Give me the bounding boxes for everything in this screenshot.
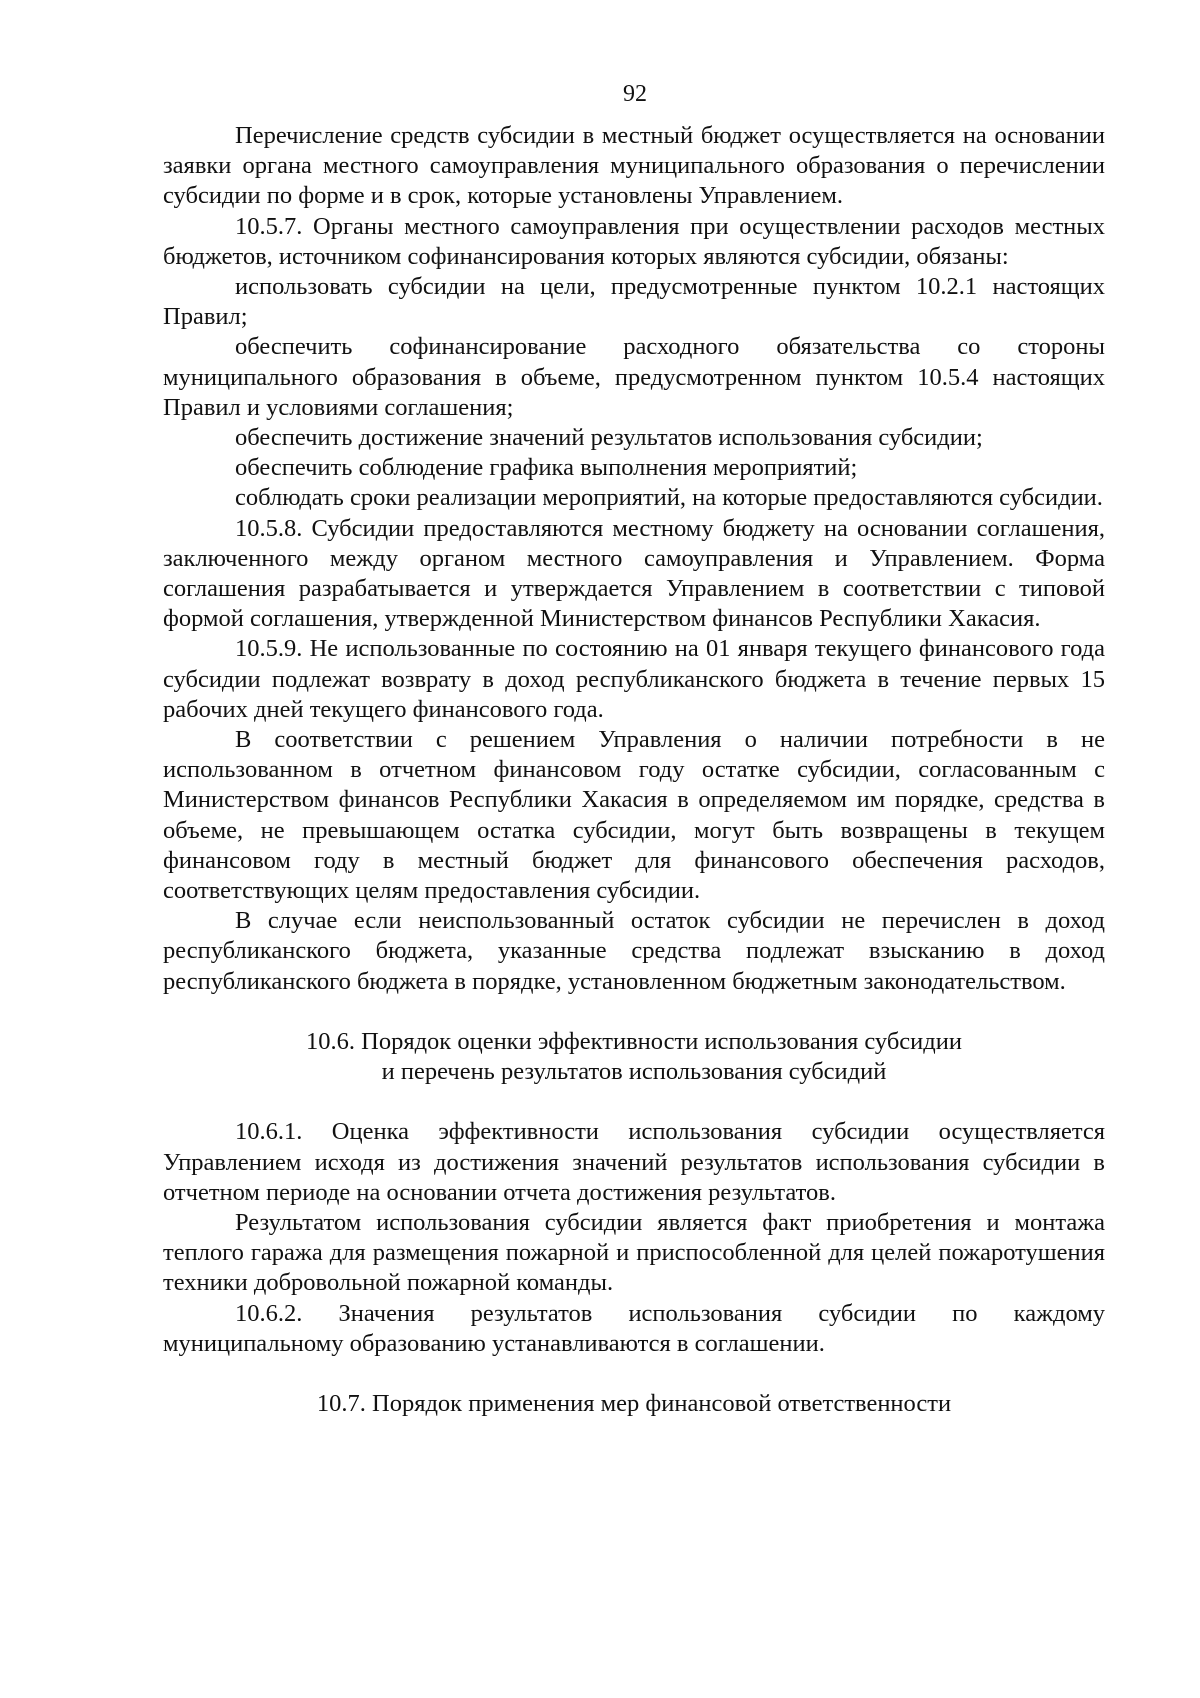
document-body (163, 121, 1105, 1419)
paragraph-10-5-9: 10.5.9. Не использованные по состоянию на 01 января текущего финансового года субсидии подлежат возврату в доход республиканского бюджета в течение первых 15 рабочих дней текущего финансового года. (163, 635, 1105, 723)
paragraph-subsidy-transfer: Перечисление средств субсидии в местный бюджет осуществляется на основании заявки органа местного самоуправления муниципального образования о перечислении субсидии по форме и в срок, которые установлены Управлением. (163, 122, 1105, 210)
paragraph-result-definition: Результатом использования субсидии является факт приобретения и монтажа теплого гаража для размещения пожарной и приспособленной для целей пожаротушения техники добровольной пожарной команды. (163, 1208, 1105, 1297)
paragraph-10-6-2: 10.6.2. Значения результатов использования субсидии по каждому муниципальному образованию устанавливаются в соглашении. (163, 1299, 1105, 1357)
paragraph-10-5-8: 10.5.8. Субсидии предоставляются местному бюджету на основании соглашения, заключенного между органом местного самоуправления и Управлением. Форма соглашения разрабатывается и утверждается Управлением в соответствии с типовой формой соглашения, утвержденной Министерством финансов Республики Хакасия. (163, 514, 1105, 633)
obligation-cofinancing: обеспечить софинансирование расходного обязательства со стороны муниципального образования в объеме, предусмотренном пунктом 10.5.4 настоящих Правил и условиями соглашения; (163, 333, 1105, 421)
section-heading-10-7 (163, 1389, 1105, 1419)
obligation-deadlines: соблюдать сроки реализации мероприятий, на которые предоставляются субсидии. (235, 484, 1103, 512)
obligation-use-for-purpose: использовать субсидии на цели, предусмотренные пунктом 10.2.1 настоящих Правил; (163, 273, 1105, 331)
obligation-schedule: обеспечить соблюдение графика выполнения мероприятий; (235, 454, 858, 482)
paragraph-10-5-7: 10.5.7. Органы местного самоуправления при осуществлении расходов местных бюджетов, источником софинансирования которых являются субсидии, обязаны: (163, 212, 1105, 270)
section-heading-10-6-line-2: и перечень результатов использования субсидий (381, 1058, 887, 1086)
section-heading-10-6-line-1: 10.6. Порядок оценки эффективности использования субсидии (306, 1027, 962, 1055)
paragraph-10-6-1: 10.6.1. Оценка эффективности использования субсидии осуществляется Управлением исходя из достижения значений результатов использования субсидии в отчетном периоде на основании отчета достижения результатов. (163, 1118, 1105, 1206)
page-number: 92 (623, 81, 647, 107)
paragraph-return-of-balance: В соответствии с решением Управления о наличии потребности в не использованном в отчетном финансовом году остатке субсидии, согласованным с Министерством финансов Республики Хакасия в определяемом им порядке, средства в объеме, не превышающем остатка субсидии, могут быть возвращены в текущем финансовом году в местный бюджет для финансового обеспечения расходов, соответствующих целям предоставления субсидии. (163, 726, 1105, 905)
paragraph-recovery: В случае если неиспользованный остаток субсидии не перечислен в доход республиканского бюджета, указанные средства подлежат взысканию в доход республиканского бюджета в порядке, установленном бюджетным законодательством. (163, 907, 1105, 995)
section-heading-10-6 (163, 1027, 1105, 1087)
obligation-results: обеспечить достижение значений результатов использования субсидии; (235, 424, 983, 452)
section-heading-10-7-text: 10.7. Порядок применения мер финансовой ответственности (316, 1389, 952, 1417)
